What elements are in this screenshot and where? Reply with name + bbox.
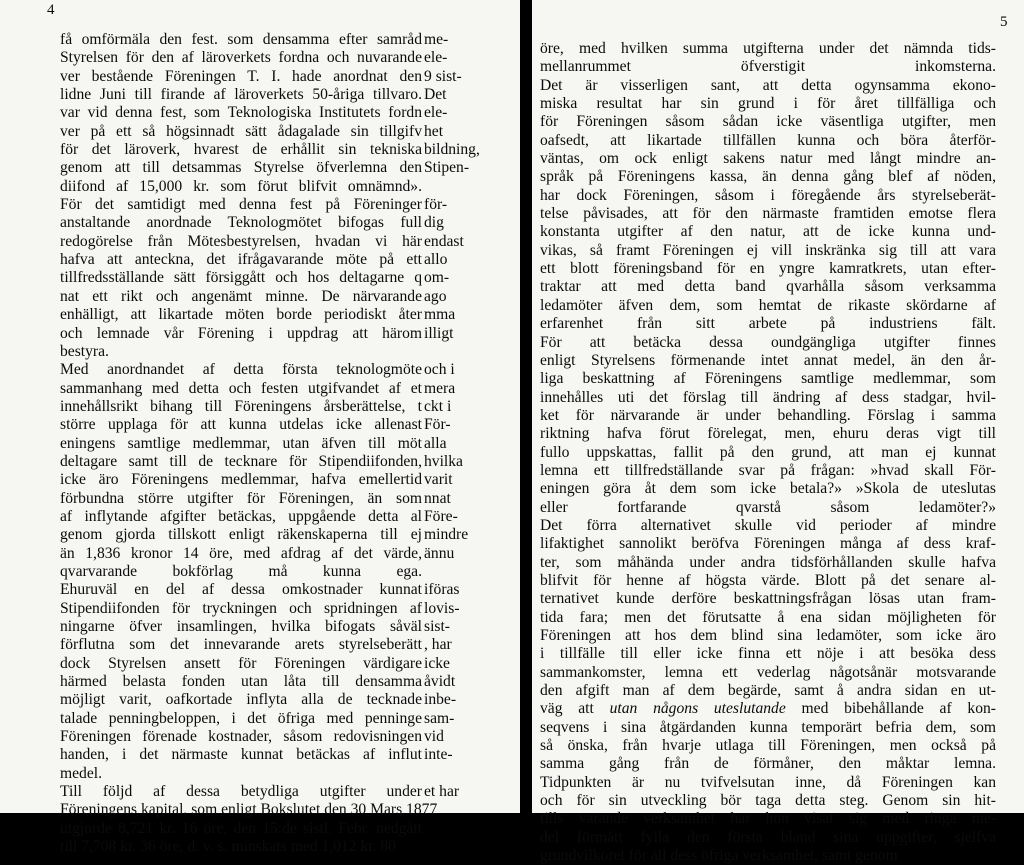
text-line: eller fortfarande qvarstå såsom ledamöter?» xyxy=(540,498,996,516)
margin-fragment: 9 sist- xyxy=(424,67,462,85)
text-line: deltagare samt till de tecknare för Stipendiifonden, xyxy=(60,452,422,470)
text-line: traktar att med detta band qvarhålla såsom verksamma xyxy=(540,278,996,296)
margin-fragment: me- xyxy=(424,31,449,48)
text-line: Föreningen förenade kostnader, såsom redovisningen xyxy=(60,728,422,746)
margin-fragment: Det xyxy=(424,86,447,104)
margin-fragment: mma xyxy=(424,306,456,324)
text-line: väg att utan någons uteslutande med bibehållande af kon- xyxy=(540,700,996,718)
text-line: språk på Föreningens kassa, än denna gång blef af nöden, xyxy=(540,168,996,186)
margin-fragment: , har xyxy=(424,636,452,654)
text-line: i tillfälle till eller icke finna ett nöje i att besöka dess xyxy=(540,645,996,663)
left-margin-text-column xyxy=(424,31,520,801)
text-line: ledamöter äfven dem, som hemtat de rikaste skördarne af xyxy=(540,296,996,314)
text-line: ver bestående Föreningen T. I. hade anordnat den xyxy=(60,67,422,85)
page-number: 4 xyxy=(47,2,55,18)
margin-fragment: ele- xyxy=(424,104,448,122)
text-line: Det förra alternativet skulle vid perioder af mindre xyxy=(540,516,996,534)
text-line: miska resultat har sin grund i för året tillfälliga och xyxy=(540,95,996,113)
text-line: anstaltande anordnade Teknologmötet bifogas full xyxy=(60,214,422,232)
text-line: ternativet kunde derföre beskattningsfrågan lösas utan fram- xyxy=(540,590,996,608)
text-line: ningarne öfver insamlingen, hvilka bifogats såväl xyxy=(60,618,422,635)
text-line: lemna ett tillfredställande svar på frågan: »hvad skall För- xyxy=(540,461,996,479)
text-line: till 7,708 kr. 36 öre, d. v. s. minskats med 1,012 kr. 80 xyxy=(60,838,396,856)
text-line: ver på ett så högsinnadt sätt ådagalade sin tillgifv xyxy=(60,122,422,140)
text-line: lifaktighet sannolikt beröfva Föreningen många af dess kraf- xyxy=(540,535,996,553)
right-text-column xyxy=(540,40,996,865)
margin-fragment: inbe- xyxy=(424,691,457,709)
text-line: och lemnade vår Förening i uppdrag att härom xyxy=(60,324,422,342)
text-line: För att betäcka dessa oundgängliga utgifter finnes xyxy=(540,333,996,351)
text-line: Med anordnandet af detta första teknologmöte xyxy=(60,361,422,379)
text-line: Styrelsen för den af läroverkets fordna och nuvarande xyxy=(60,49,422,67)
text-line: innehålles uti det förslag till ändring af dess stadgar, hvil- xyxy=(540,388,996,406)
text-line: samma gång från de förmåner, den måktar lemna. xyxy=(540,755,996,773)
text-line: Till följd af dessa betydliga utgifter under xyxy=(60,783,422,801)
text-line: eningen göra åt dem som icke betala?» »Skola de uteslutas xyxy=(540,480,996,498)
text-line: förflutna som det innevarande arets styrelseberätt xyxy=(60,636,422,654)
margin-fragment: icke xyxy=(424,654,450,672)
text-line: grundvilkoret för all dess öfriga verksamhet, samt genom xyxy=(540,847,898,865)
margin-fragment: hvilka xyxy=(424,452,463,470)
margin-fragment: bildning, xyxy=(424,141,480,159)
margin-fragment: varit xyxy=(424,471,453,489)
text-line: möjligt varit, oafkortade inflyta alla de tecknade xyxy=(60,691,422,709)
text-line: seqvens i sina åtgärdanden kunna temporärt befria dem, som xyxy=(540,718,996,736)
margin-fragment: ännu xyxy=(424,544,455,562)
text-line: var vid denna fest, som Teknologiska Institutets fordn xyxy=(60,104,422,122)
text-line: få omförmäla den fest. som densamma efter samråd xyxy=(60,31,422,48)
margin-fragment: sam- xyxy=(424,709,455,727)
text-line: telse påvisades, att för den närmaste framtiden emotse flera xyxy=(540,205,996,223)
text-line: utgjorde 8,721 kr. 16 öre, den 15:de sistl. Febr. nedgått xyxy=(60,819,422,837)
margin-fragment xyxy=(424,178,520,196)
margin-fragment: ckt i xyxy=(424,397,452,415)
margin-fragment: om- xyxy=(424,269,450,287)
text-line: förbundna större utgifter för Föreningen, än som xyxy=(60,489,422,507)
text-line: enligt Styrelsens förmenande intet annat medel, än den år- xyxy=(540,351,996,369)
margin-fragment: iföras xyxy=(424,581,460,599)
text-line: riktning hafva förut förelegat, men, ehuru deras vigt till xyxy=(540,425,996,443)
text-line: dock Styrelsen ansett för Föreningen värdigare xyxy=(60,654,422,672)
text-line: än 1,836 kronor 14 öre, med afdrag af det värde, xyxy=(60,544,422,562)
margin-fragment: och i xyxy=(424,361,455,379)
text-line: talade penningbeloppen, i det öfriga med penninge xyxy=(60,709,422,727)
margin-fragment: het xyxy=(424,122,444,140)
text-line: hafva att anteckna, det ifrågavarande möte på ett xyxy=(60,251,422,269)
text-line: innehållsrikt bihang till Föreningens årsberättelse, t xyxy=(60,397,422,415)
text-line: större upplaga för att kunna utdelas icke allenast xyxy=(60,416,422,434)
text-line: sammanhang med detta och festen utgifvandet af et xyxy=(60,379,422,397)
text-line: del förmått fylla den första bland sina uppgifter, sjelfva xyxy=(540,828,996,846)
text-line: tillfredsställande sätt försiggått och hos deltagarne q xyxy=(60,269,422,287)
text-line: Tidpunkten är nu tvifvelsutan inne, då Föreningen kan xyxy=(540,773,996,791)
page-number: 5 xyxy=(1000,14,1008,30)
text-line: af inflytande afgifter betäckas, uppgående detta al xyxy=(60,507,422,525)
margin-fragment: Före- xyxy=(424,507,458,525)
text-line: tills varande verksamhet har hon visat sig med ringa me- xyxy=(540,810,996,828)
margin-fragment xyxy=(424,765,520,783)
text-line: erfarenhet från sitt arbete på industriens fält. xyxy=(540,315,996,333)
margin-fragment: alla xyxy=(424,434,447,452)
text-line: oafsedt, att likartade tillfällen kunna och böra återför- xyxy=(540,131,996,149)
text-line: har dock Föreningen, såsom i föregående års styrelseberät- xyxy=(540,186,996,204)
text-line: väntas, om ock enligt sakens natur med långt mindre an- xyxy=(540,150,996,168)
text-line: tida fara; men det förutsatte å ena sidan möjligheten för xyxy=(540,608,996,626)
text-line: konstanta utgifter af den natur, att de icke kunna und- xyxy=(540,223,996,241)
margin-fragment: vid xyxy=(424,728,444,746)
text-line: Det är visserligen sant, att detta ogynsamma ekono- xyxy=(540,76,996,94)
text-line: bestyra. xyxy=(60,342,109,360)
text-line: enhälligt, att likartade möten borde periodiskt åter xyxy=(60,306,422,324)
text-line: liga beskattning af Föreningens samtlige medlemmar, som xyxy=(540,370,996,388)
text-line: för det läroverk, hvarest de erhållit sin tekniska xyxy=(60,141,422,159)
margin-fragment: åvidt xyxy=(424,673,456,691)
text-line: blifvit för henne af högsta värde. Blott på det senare al- xyxy=(540,571,996,589)
margin-fragment: för- xyxy=(424,196,448,214)
margin-fragment: För- xyxy=(424,416,451,434)
text-line: eningens samtlige medlemmar, utan äfven till möt xyxy=(60,434,422,452)
margin-fragment: ago xyxy=(424,287,447,305)
text-line: Stipendiifonden för tryckningen och spridningen af xyxy=(60,599,422,617)
text-line: Föreningen att hos dem blind sina ledamöter, som icke äro xyxy=(540,627,996,644)
text-line: Föreningens kapital, som enligt Bokslutet den 30 Mars 1877 xyxy=(60,801,438,819)
text-line: för Föreningen såsom sådan icke väsentliga utgifter, men xyxy=(540,113,996,131)
margin-fragment: Stipen- xyxy=(424,159,470,177)
text-line: härmed belasta fonden utan låta till densamma xyxy=(60,673,422,691)
text-line: För det samtidigt med denna fest på Föreninger xyxy=(60,196,422,214)
text-line: den afgift man af dem begärde, samt å andra sidan en ut- xyxy=(540,682,996,700)
margin-fragment: mera xyxy=(424,379,456,397)
text-line: icke äro Föreningens medlemmar, hafva emellertid xyxy=(60,471,422,489)
text-line: ket för närvarande är under behandling. Förslag i samma xyxy=(540,406,996,424)
text-line: så önska, från hvarje utlaga till Föreningen, men också på xyxy=(540,737,996,755)
margin-fragment: ele- xyxy=(424,49,448,67)
margin-fragment xyxy=(424,563,520,581)
text-line: genom gjorda tillskott enligt räkenskaperna till ej xyxy=(60,526,422,544)
margin-fragment: dig xyxy=(424,214,444,232)
margin-fragment: illigt xyxy=(424,324,454,342)
margin-fragment xyxy=(424,343,520,361)
margin-fragment: lovis- xyxy=(424,599,460,617)
text-line: handen, i det närmaste kunnat betäckas af influt xyxy=(60,746,422,764)
text-line: qvarvarande bokförlag må kunna ega. xyxy=(60,562,422,580)
text-line: och för sin utveckling bör taga detta steg. Genom sin hit- xyxy=(540,792,996,810)
text-line: öre, med hvilken summa utgifterna under det nämnda tids- xyxy=(540,40,996,57)
margin-fragment: endast xyxy=(424,232,464,250)
text-line: mellanrummet öfverstigit inkomsterna. xyxy=(540,58,996,76)
margin-fragment: inte- xyxy=(424,746,453,764)
text-line: fullo uppskattas, fallit på den grund, att man ej kunnat xyxy=(540,443,996,461)
text-line: ett blott föreningsband för en yngre kamratkrets, utan efter- xyxy=(540,260,996,278)
text-line: genom att till detsammas Styrelse öfverlemna den xyxy=(60,159,422,177)
text-line: lidne Juni till firande af läroverkets 50-åriga tillvaro. xyxy=(60,86,422,104)
margin-fragment: et har xyxy=(424,783,460,801)
margin-fragment: nnat xyxy=(424,489,451,507)
right-page xyxy=(532,0,1024,865)
text-line: redogörelse från Mötesbestyrelsen, hvadan vi här xyxy=(60,232,422,250)
text-line: sammankomster, lemna ett vederlag någotsånär motsvarande xyxy=(540,663,996,681)
text-line: medel. xyxy=(60,764,102,782)
text-line: nat ett rikt och angenämt minne. De närvarande xyxy=(60,287,422,305)
margin-fragment: mindre xyxy=(424,526,469,544)
margin-fragment: allo xyxy=(424,251,448,269)
margin-fragment: sist- xyxy=(424,618,450,635)
text-line: diifond af 15,000 kr. som förut blifvit omnämnd». xyxy=(60,177,422,195)
text-line: vikas, så framt Föreningen ej vill inskränka sig till att vara xyxy=(540,241,996,259)
text-line: Ehuruväl en del af dessa omkostnader kunnat xyxy=(60,581,422,599)
text-line: ter, som måhända under andra tidsförhållanden skulle hafva xyxy=(540,553,996,571)
